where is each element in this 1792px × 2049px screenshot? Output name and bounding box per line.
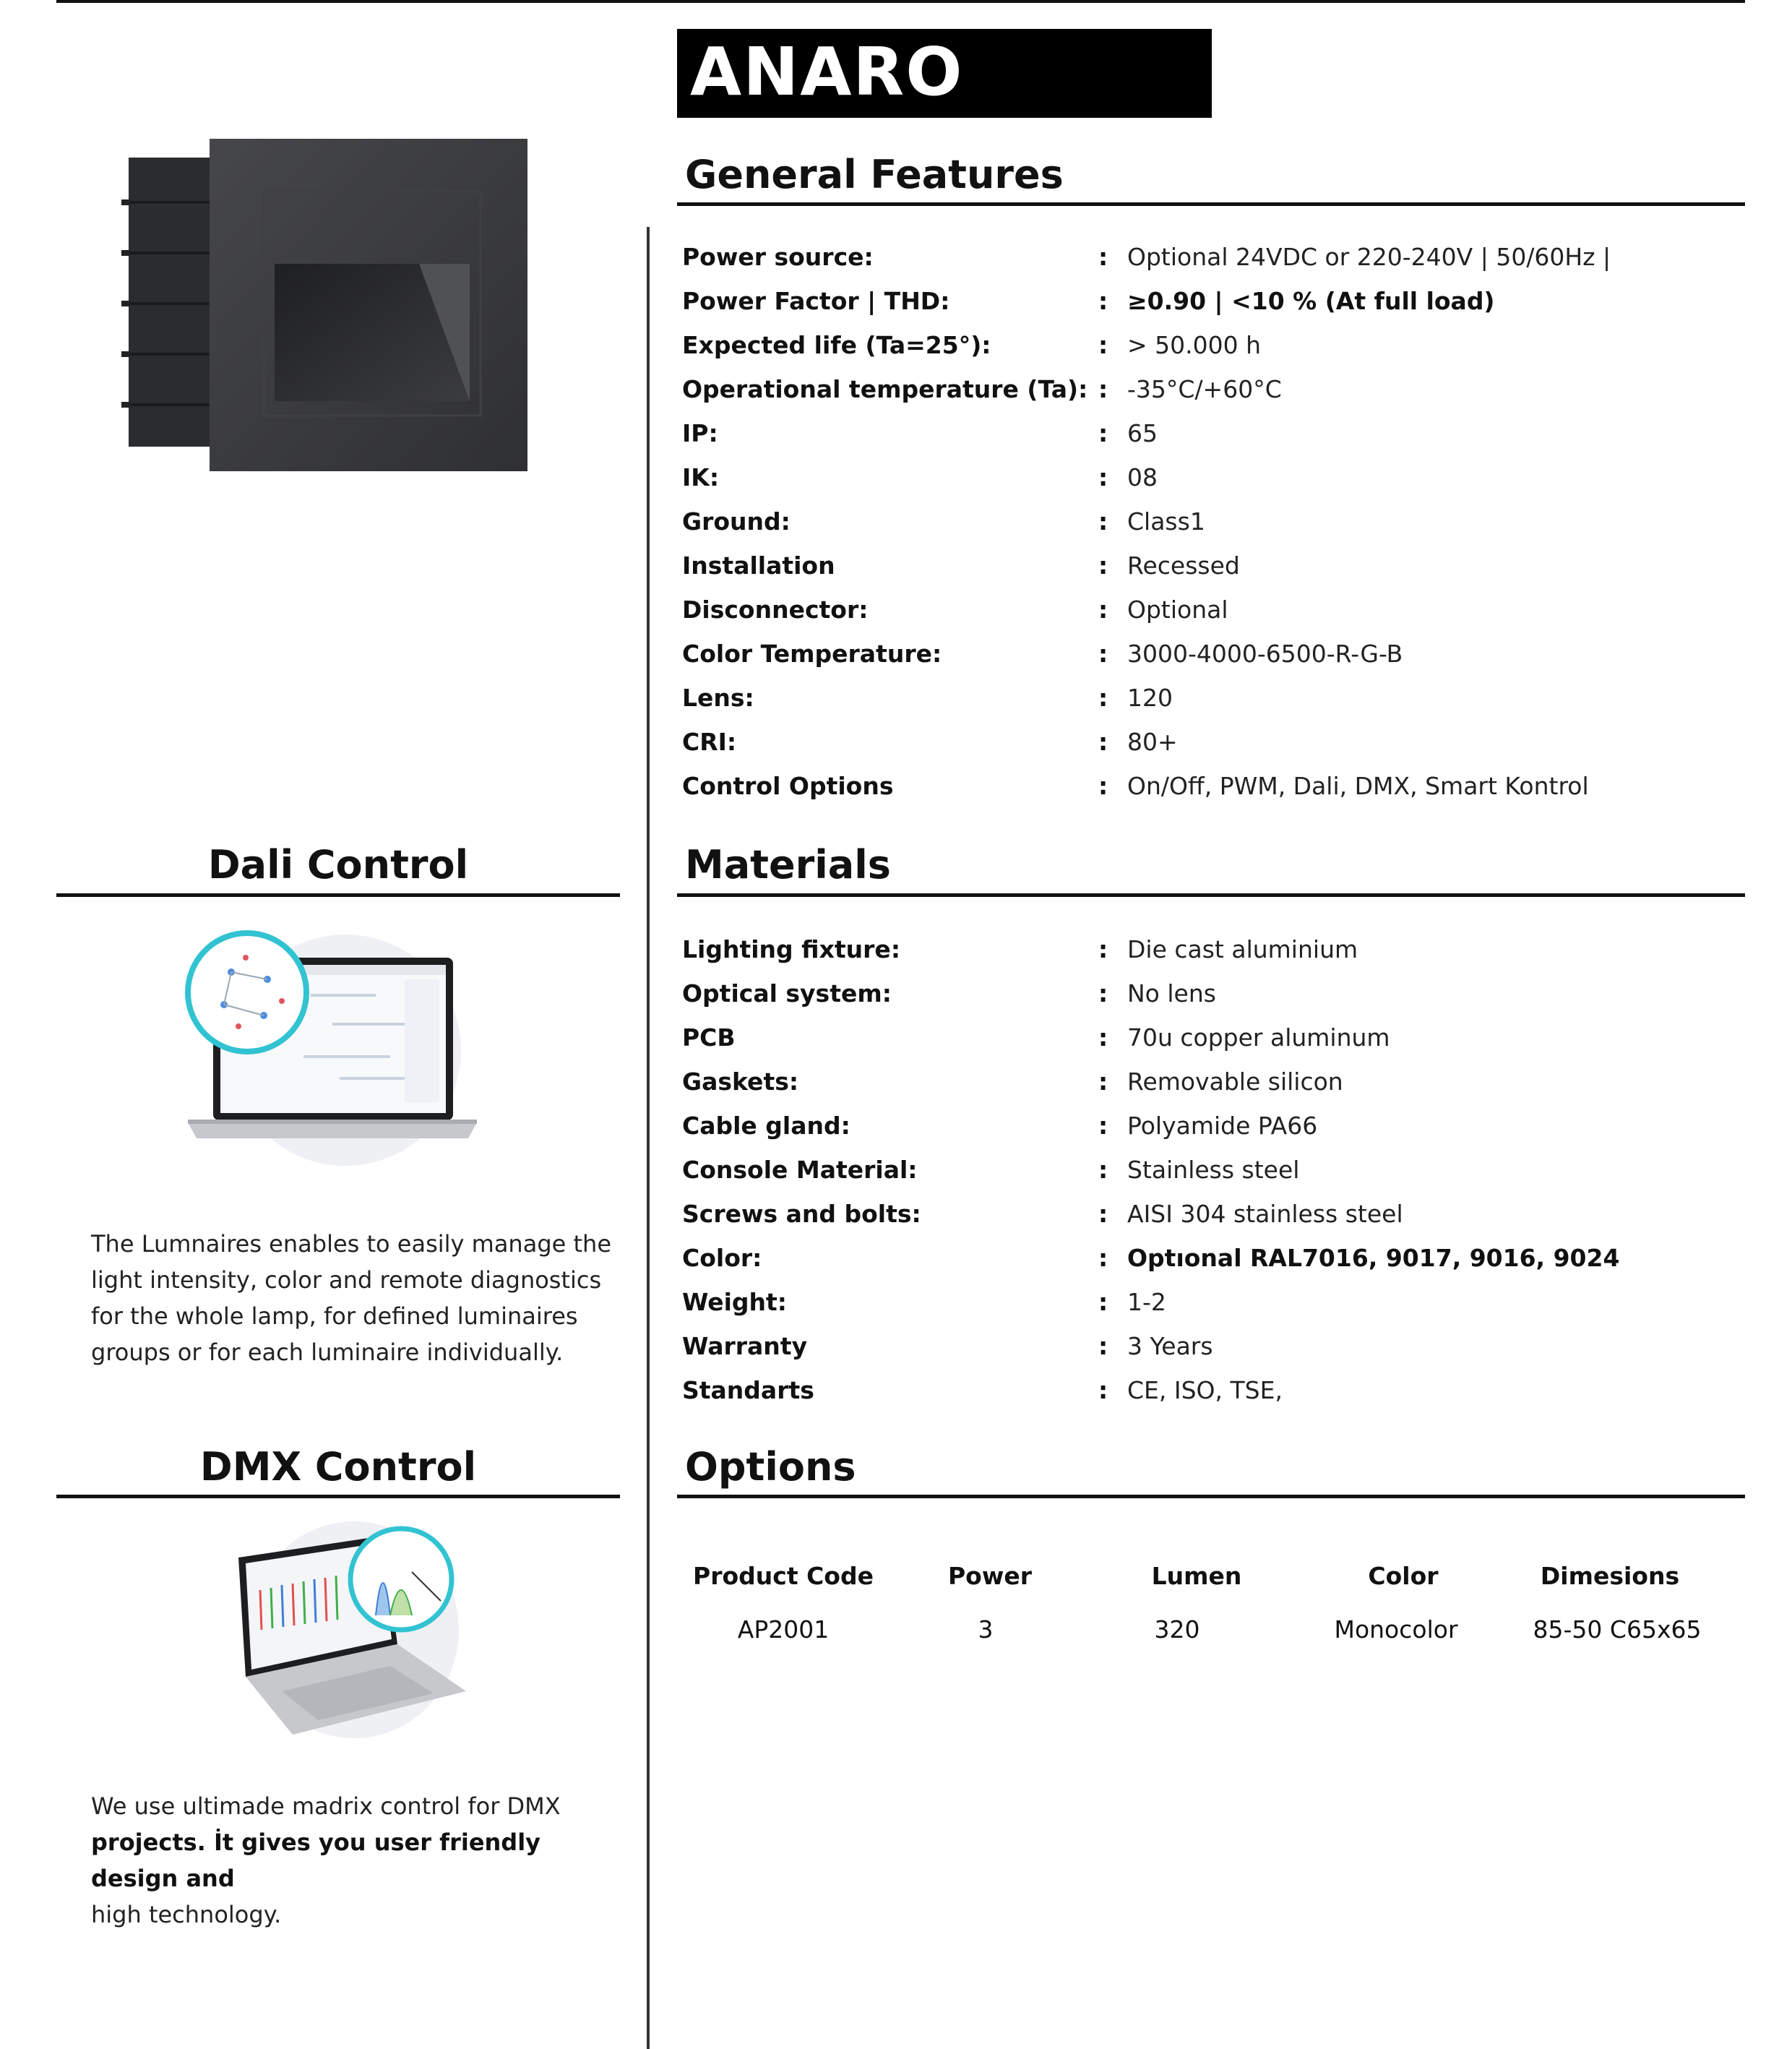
spec-separator: : (1098, 596, 1108, 624)
options-cell-power: 3 (978, 1615, 994, 1644)
options-cell-dimensions: 85-50 C65x65 (1533, 1615, 1702, 1644)
spec-label: Control Options (682, 772, 894, 800)
dali-control-rule (56, 893, 620, 897)
spec-separator: : (1098, 287, 1108, 315)
spec-row-color-temperature (682, 632, 1723, 676)
spec-row-disconnector (682, 588, 1723, 632)
spec-label: Color Temperature: (682, 640, 942, 668)
spec-value: Stainless steel (1127, 1156, 1300, 1184)
spec-label: Standarts (682, 1376, 814, 1404)
options-header-lumen: Lumen (1151, 1562, 1242, 1590)
material-row-screws-bolts (682, 1192, 1723, 1236)
dmx-control-rule (56, 1495, 620, 1498)
spec-label: Console Material: (682, 1156, 918, 1184)
spec-value: Polyamide PA66 (1127, 1112, 1318, 1140)
options-title: Options (685, 1444, 856, 1490)
dmx-control-title: DMX Control (199, 1444, 477, 1490)
spec-label: Installation (682, 551, 835, 580)
options-cell-product-code: AP2001 (737, 1615, 830, 1644)
spec-label: Cable gland: (682, 1112, 850, 1140)
spec-separator: : (1098, 935, 1108, 963)
dmx-laptop-illustration (217, 1521, 484, 1738)
material-row-lighting-fixture (682, 927, 1723, 971)
spec-value: Class1 (1127, 507, 1205, 536)
spec-label: Power Factor | THD: (682, 287, 950, 315)
material-row-warranty (682, 1324, 1723, 1368)
product-image (116, 130, 549, 477)
spec-row-cri (682, 720, 1723, 764)
spec-value: Optional 24VDC or 220-240V | 50/60Hz | (1127, 243, 1611, 271)
material-row-cable-gland (682, 1104, 1723, 1148)
spec-value: ≥0.90 | <10 % (At full load) (1127, 287, 1495, 315)
spec-separator: : (1098, 463, 1108, 491)
brand-name: ANARO (690, 33, 964, 111)
materials-rule (677, 893, 1745, 897)
spec-value: AISI 304 stainless steel (1127, 1200, 1403, 1228)
spec-row-expected-life (682, 323, 1723, 367)
spec-value: 120 (1127, 684, 1173, 712)
material-row-console-material (682, 1148, 1723, 1192)
material-row-optical-system (682, 971, 1723, 1015)
material-row-pcb (682, 1015, 1723, 1060)
spec-separator: : (1098, 1156, 1108, 1184)
spec-separator: : (1098, 419, 1108, 447)
options-data-row (682, 1603, 1723, 1657)
material-row-standarts (682, 1368, 1723, 1412)
spec-value: Optional (1127, 596, 1228, 624)
spec-label: Operational temperature (Ta): (682, 375, 1088, 403)
spec-separator: : (1098, 1376, 1108, 1404)
spec-value: Optıonal RAL7016, 9017, 9016, 9024 (1127, 1244, 1620, 1272)
dmx-description (91, 1788, 611, 1933)
spec-row-ip (682, 411, 1723, 455)
material-row-color (682, 1236, 1723, 1280)
spec-label: Ground: (682, 507, 791, 536)
spec-label: Lens: (682, 684, 754, 712)
dali-laptop-illustration (181, 929, 484, 1174)
spec-separator: : (1098, 640, 1108, 668)
dmx-description-line-2: projects. İt gives you user friendly design and (91, 1829, 541, 1892)
material-row-weight (682, 1280, 1723, 1324)
brand-logo (677, 29, 1212, 118)
spec-label: Power source: (682, 243, 874, 271)
spec-value: Recessed (1127, 551, 1240, 580)
options-cell-color: Monocolor (1334, 1615, 1458, 1644)
options-header-color: Color (1368, 1562, 1439, 1590)
material-row-gaskets (682, 1060, 1723, 1104)
dmx-description-line-1: We use ultimade madrix control for DMX (91, 1792, 561, 1820)
spec-value: 3 Years (1127, 1332, 1213, 1360)
spec-value: CE, ISO, TSE, (1127, 1376, 1283, 1404)
spec-value: > 50.000 h (1127, 331, 1262, 359)
options-header-row (682, 1550, 1723, 1603)
spec-label: Color: (682, 1244, 762, 1272)
spec-label: Optical system: (682, 979, 892, 1008)
spec-value: On/Off, PWM, Dali, DMX, Smart Kontrol (1127, 772, 1589, 800)
spec-value: 80+ (1127, 728, 1178, 756)
options-cell-lumen: 320 (1154, 1615, 1200, 1644)
options-header-product-code: Product Code (693, 1562, 874, 1590)
spec-label: Lighting fixture: (682, 935, 901, 963)
options-table (682, 1550, 1723, 1657)
spec-row-power-factor (682, 279, 1723, 323)
spec-row-power-source (682, 235, 1723, 279)
spec-label: PCB (682, 1023, 736, 1052)
general-features-rule (677, 202, 1745, 206)
dali-control-title: Dali Control (207, 842, 469, 888)
spec-separator: : (1098, 331, 1108, 359)
spec-separator: : (1098, 1200, 1108, 1228)
options-header-dimensions: Dimesions (1540, 1562, 1680, 1590)
spec-row-operational-temperature (682, 367, 1723, 411)
spec-value: 70u copper aluminum (1127, 1023, 1390, 1052)
spec-row-ik (682, 455, 1723, 499)
spec-row-control-options (682, 764, 1723, 808)
spec-separator: : (1098, 1244, 1108, 1272)
spec-value: No lens (1127, 979, 1216, 1008)
spec-label: Screws and bolts: (682, 1200, 921, 1228)
spec-separator: : (1098, 684, 1108, 712)
spec-row-ground (682, 499, 1723, 544)
spec-label: IP: (682, 419, 718, 447)
spec-value: 3000-4000-6500-R-G-B (1127, 640, 1403, 668)
spec-value: Removable silicon (1127, 1068, 1343, 1096)
options-rule (677, 1495, 1745, 1498)
spec-label: Warranty (682, 1332, 808, 1360)
spec-separator: : (1098, 979, 1108, 1008)
spec-separator: : (1098, 728, 1108, 756)
spec-label: Disconnector: (682, 596, 869, 624)
top-rule (56, 0, 1745, 3)
dmx-description-line-3: high technology. (91, 1901, 282, 1928)
spec-separator: : (1098, 243, 1108, 271)
spec-label: Weight: (682, 1288, 788, 1316)
spec-row-lens (682, 676, 1723, 720)
spec-separator: : (1098, 1068, 1108, 1096)
spec-value: 1-2 (1127, 1288, 1166, 1316)
options-header-power: Power (948, 1562, 1032, 1590)
general-features-title: General Features (685, 152, 1064, 197)
dali-description: The Lumnaires enables to easily manage the light intensity, color and remote diagnostics for the whole lamp, for defined luminaires groups or for each luminaire individually. (91, 1230, 611, 1366)
spec-label: IK: (682, 463, 720, 491)
spec-value: 08 (1127, 463, 1158, 491)
spec-separator: : (1098, 1112, 1108, 1140)
spec-separator: : (1098, 1023, 1108, 1052)
spec-value: -35°C/+60°C (1127, 375, 1282, 403)
spec-separator: : (1098, 772, 1108, 800)
spec-separator: : (1098, 507, 1108, 536)
spec-label: Expected life (Ta=25°): (682, 331, 991, 359)
spec-row-installation (682, 544, 1723, 588)
column-divider (647, 227, 650, 2049)
spec-separator: : (1098, 1332, 1108, 1360)
spec-separator: : (1098, 551, 1108, 580)
spec-separator: : (1098, 375, 1108, 403)
spec-label: CRI: (682, 728, 737, 756)
spec-separator: : (1098, 1288, 1108, 1316)
spec-value: Die cast aluminium (1127, 935, 1358, 963)
spec-label: Gaskets: (682, 1068, 799, 1096)
materials-title: Materials (685, 842, 891, 888)
spec-value: 65 (1127, 419, 1158, 447)
